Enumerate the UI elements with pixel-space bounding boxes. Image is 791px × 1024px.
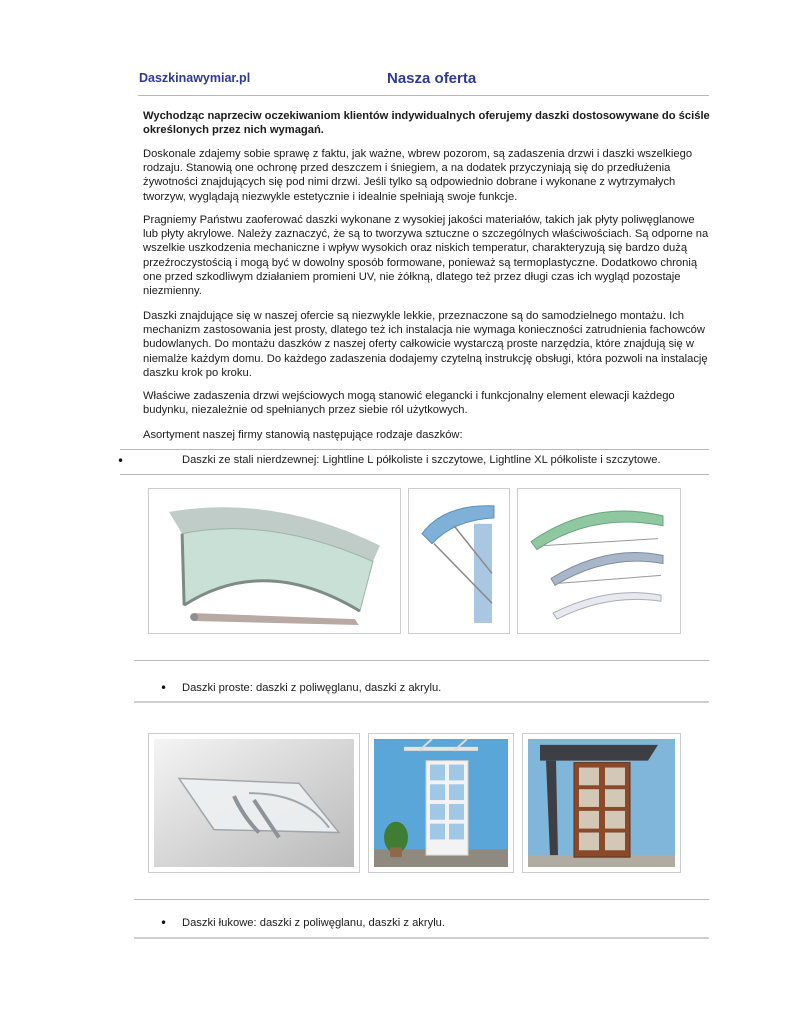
bullet-icon: • [117, 454, 125, 468]
canopy-variants-photo [517, 488, 681, 634]
flat-canopy-photo [148, 733, 360, 873]
brand-name: Daszkinawymiar.pl [139, 71, 251, 85]
divider [134, 899, 709, 900]
door-canopy-white-door-photo [368, 733, 514, 873]
bullet-icon: • [160, 681, 168, 695]
paragraph-5: Asortyment naszej firmy stanowią następujące rodzaje daszków: [143, 429, 463, 441]
bullet-steel-canopies: Daszki ze stali nierdzewnej: Lightline L półkoliste i szczytowe, Lightline XL półkoliste i szczytowe. [182, 454, 661, 466]
divider [134, 660, 709, 661]
divider [134, 937, 709, 939]
divider [120, 474, 709, 475]
header-divider [138, 95, 709, 96]
bullet-flat-canopies: Daszki proste: daszki z poliwęglanu, daszki z akrylu. [182, 682, 442, 694]
divider [120, 449, 709, 450]
paragraph-2: Pragniemy Państwu zaoferować daszki wykonane z wysokiej jakości materiałów, takich jak płyty poliwęglanowe lub płyty akrylowe. Należy zaznaczyć, że są to tworzywa sztuczne o szczególnych właściwościach. Są odporne na wszelkie uszkodzenia mechaniczne i wpływ wysokich oraz niskich temperatur, charakteryzują się bardzo dużą przeźroczystością i mogą być w dowolny sposób formowane, ponieważ są termoplastyczne. Dodatkowo chronią one przed szkodliwym działaniem promieni UV, nie żółkną, dlatego też przez długi czas ich wygląd pozostaje niezmienny. [143, 214, 709, 298]
door-canopy-brown-door-photo [522, 733, 681, 873]
paragraph-3: Daszki znajdujące się w naszej ofercie są niezwykle lekkie, przeznaczone są do samodzielnego montażu. Ich mechanizm zastosowania jest prosty, dlatego też ich instalacja nie wymaga konieczności zatrudnienia fachowców budowlanych. Do montażu daszków z naszej oferty całkowicie wystarczą proste narzędzia, które znajdują się w niemalże każdym domu. Do każdego zadaszenia dodajemy czytelną instrukcję obsługi, która pozwoli na instalację daszku krok po kroku. [143, 310, 708, 379]
curved-steel-canopy-photo [148, 488, 401, 634]
blue-canopy-photo [408, 488, 510, 634]
paragraph-1: Doskonale zdajemy sobie sprawę z faktu, jak ważne, wbrew pozorom, są zadaszenia drzwi i daszki wszelkiego rodzaju. Stanowią one ochronę przed deszczem i śniegiem, a na dodatek przyczyniają się do przedłużenia żywotności znajdujących się pod nimi drzwi. Jeśli tylko są odpowiednio dobrane i wykonane z wytrzymałych tworzyw, wyglądają niezwykle estetycznie i idealnie spełniają swoje funkcje. [143, 148, 693, 203]
paragraph-4: Właściwe zadaszenia drzwi wejściowych mogą stanowić elegancki i funkcjonalny element elewacji każdego budynku, niezależnie od spełnianych przez siebie ról użytkowych. [143, 390, 675, 417]
bullet-icon: • [160, 916, 168, 930]
bullet-arched-canopies: Daszki łukowe: daszki z poliwęglanu, daszki z akrylu. [182, 917, 446, 929]
page-title: Nasza oferta [387, 70, 477, 87]
divider [134, 701, 709, 703]
intro-text: Wychodząc naprzeciw oczekiwaniom klientów indywidualnych oferujemy daszki dostosowywane do ściśle określonych przez nich wymagań. [143, 110, 710, 137]
